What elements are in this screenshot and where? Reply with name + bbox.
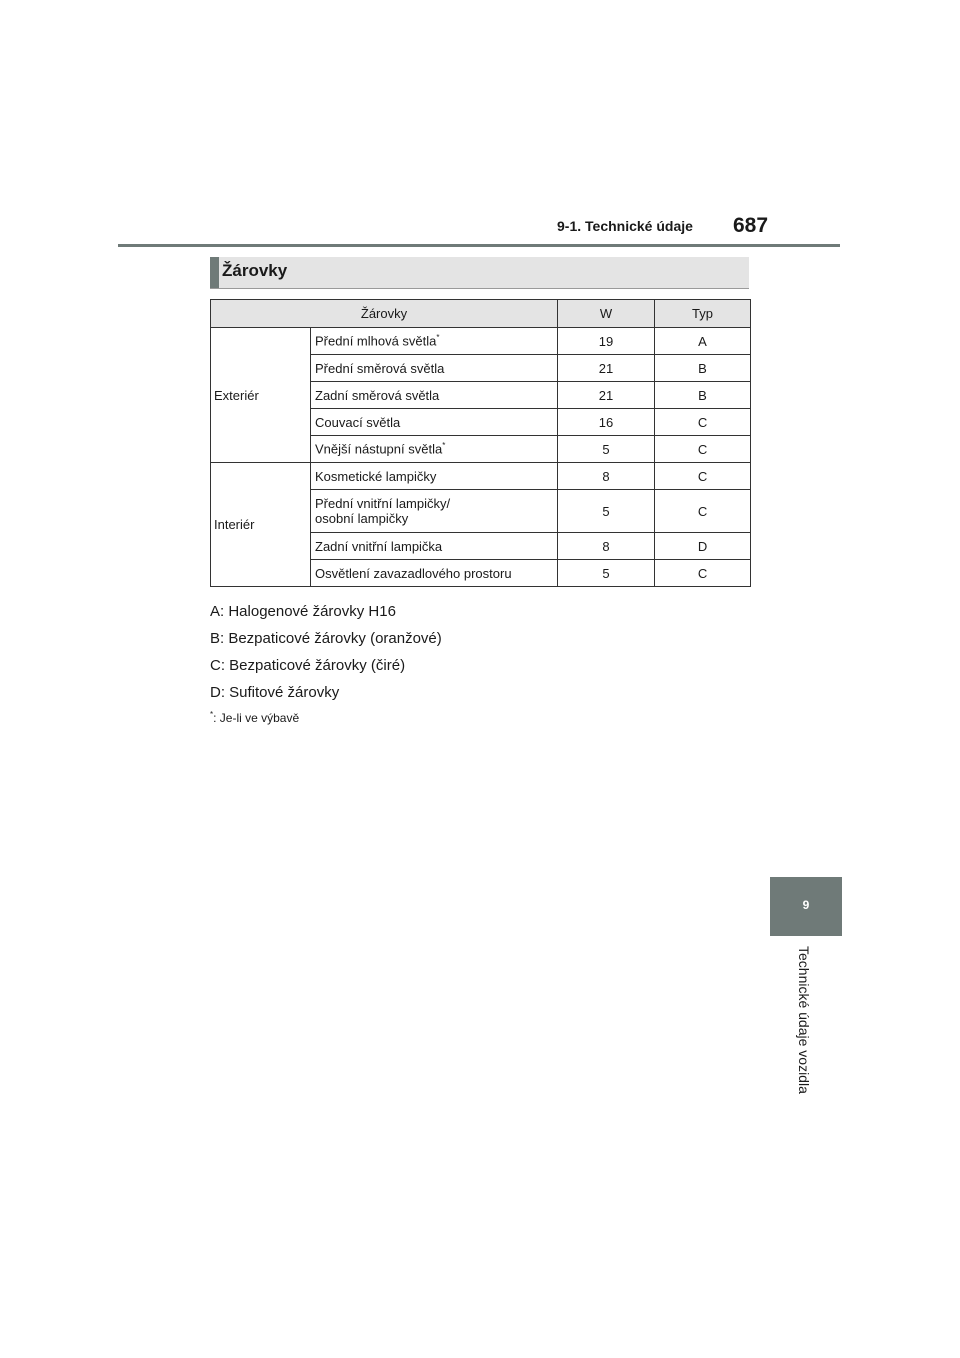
bulb-name: Osvětlení zavazadlového prostoru [311, 560, 558, 587]
col-header-type: Typ [655, 300, 751, 328]
bulb-watt: 5 [558, 490, 655, 533]
section-heading-bar [210, 257, 749, 289]
bulb-name-text: Přední mlhová světla [315, 333, 437, 349]
legend-item-a: A: Halogenové žárovky H16 [210, 603, 396, 620]
bulb-name [311, 490, 558, 533]
footnote-mark: * [210, 710, 214, 719]
bulb-type: B [655, 355, 751, 382]
col-header-w: W [558, 300, 655, 328]
bulb-name: Couvací světla [311, 409, 558, 436]
table-header-row [211, 300, 751, 328]
bulb-watt: 16 [558, 409, 655, 436]
table-row [211, 328, 751, 355]
chapter-label-text: Technické údaje vozidla [796, 946, 812, 1094]
bulb-type: D [655, 533, 751, 560]
bulb-watt: 8 [558, 533, 655, 560]
bulb-name [311, 328, 558, 355]
bulbs-table [210, 299, 751, 587]
bulb-type: C [655, 409, 751, 436]
chapter-side-label [796, 946, 816, 1116]
bulb-watt: 21 [558, 355, 655, 382]
col-header-bulbs: Žárovky [211, 300, 558, 328]
footnote-text: : Je-li ve výbavě [213, 711, 300, 725]
bulb-type: C [655, 436, 751, 463]
bulb-watt: 5 [558, 560, 655, 587]
chapter-tab [770, 877, 842, 936]
footnote-mark: * [442, 441, 446, 451]
footnote-mark: * [436, 333, 440, 343]
group-exterior: Exteriér [211, 328, 311, 463]
bulb-type: B [655, 382, 751, 409]
bulb-name-line1: Přední vnitřní lampičky/ [315, 496, 451, 511]
group-interior: Interiér [211, 463, 311, 587]
bulb-name: Zadní vnitřní lampička [311, 533, 558, 560]
bulb-watt: 21 [558, 382, 655, 409]
bulb-type-legend [210, 598, 442, 727]
section-title: Žárovky [222, 261, 288, 280]
legend-item-c: C: Bezpaticové žárovky (čiré) [210, 657, 406, 674]
bulb-type: C [655, 490, 751, 533]
footnote [210, 706, 442, 727]
bulb-name: Kosmetické lampičky [311, 463, 558, 490]
chapter-number: 9 [802, 898, 810, 912]
bulb-name-line2: osobní lampičky [315, 511, 409, 526]
legend-item-b: B: Bezpaticové žárovky (oranžové) [210, 630, 442, 647]
bulb-watt: 5 [558, 436, 655, 463]
bulb-name-text: Vnější nástupní světla [315, 441, 443, 457]
bulb-name: Přední směrová světla [311, 355, 558, 382]
bulb-name [311, 436, 558, 463]
header-rule [118, 244, 840, 247]
bulb-type: A [655, 328, 751, 355]
legend-item-d: D: Sufitové žárovky [210, 684, 340, 701]
page-number: 687 [733, 214, 769, 237]
section-accent [210, 257, 219, 288]
bulb-watt: 8 [558, 463, 655, 490]
bulb-name: Zadní směrová světla [311, 382, 558, 409]
bulb-watt: 19 [558, 328, 655, 355]
bulb-type: C [655, 463, 751, 490]
bulb-type: C [655, 560, 751, 587]
header-section-title: 9-1. Technické údaje [557, 218, 693, 234]
table-row [211, 463, 751, 490]
